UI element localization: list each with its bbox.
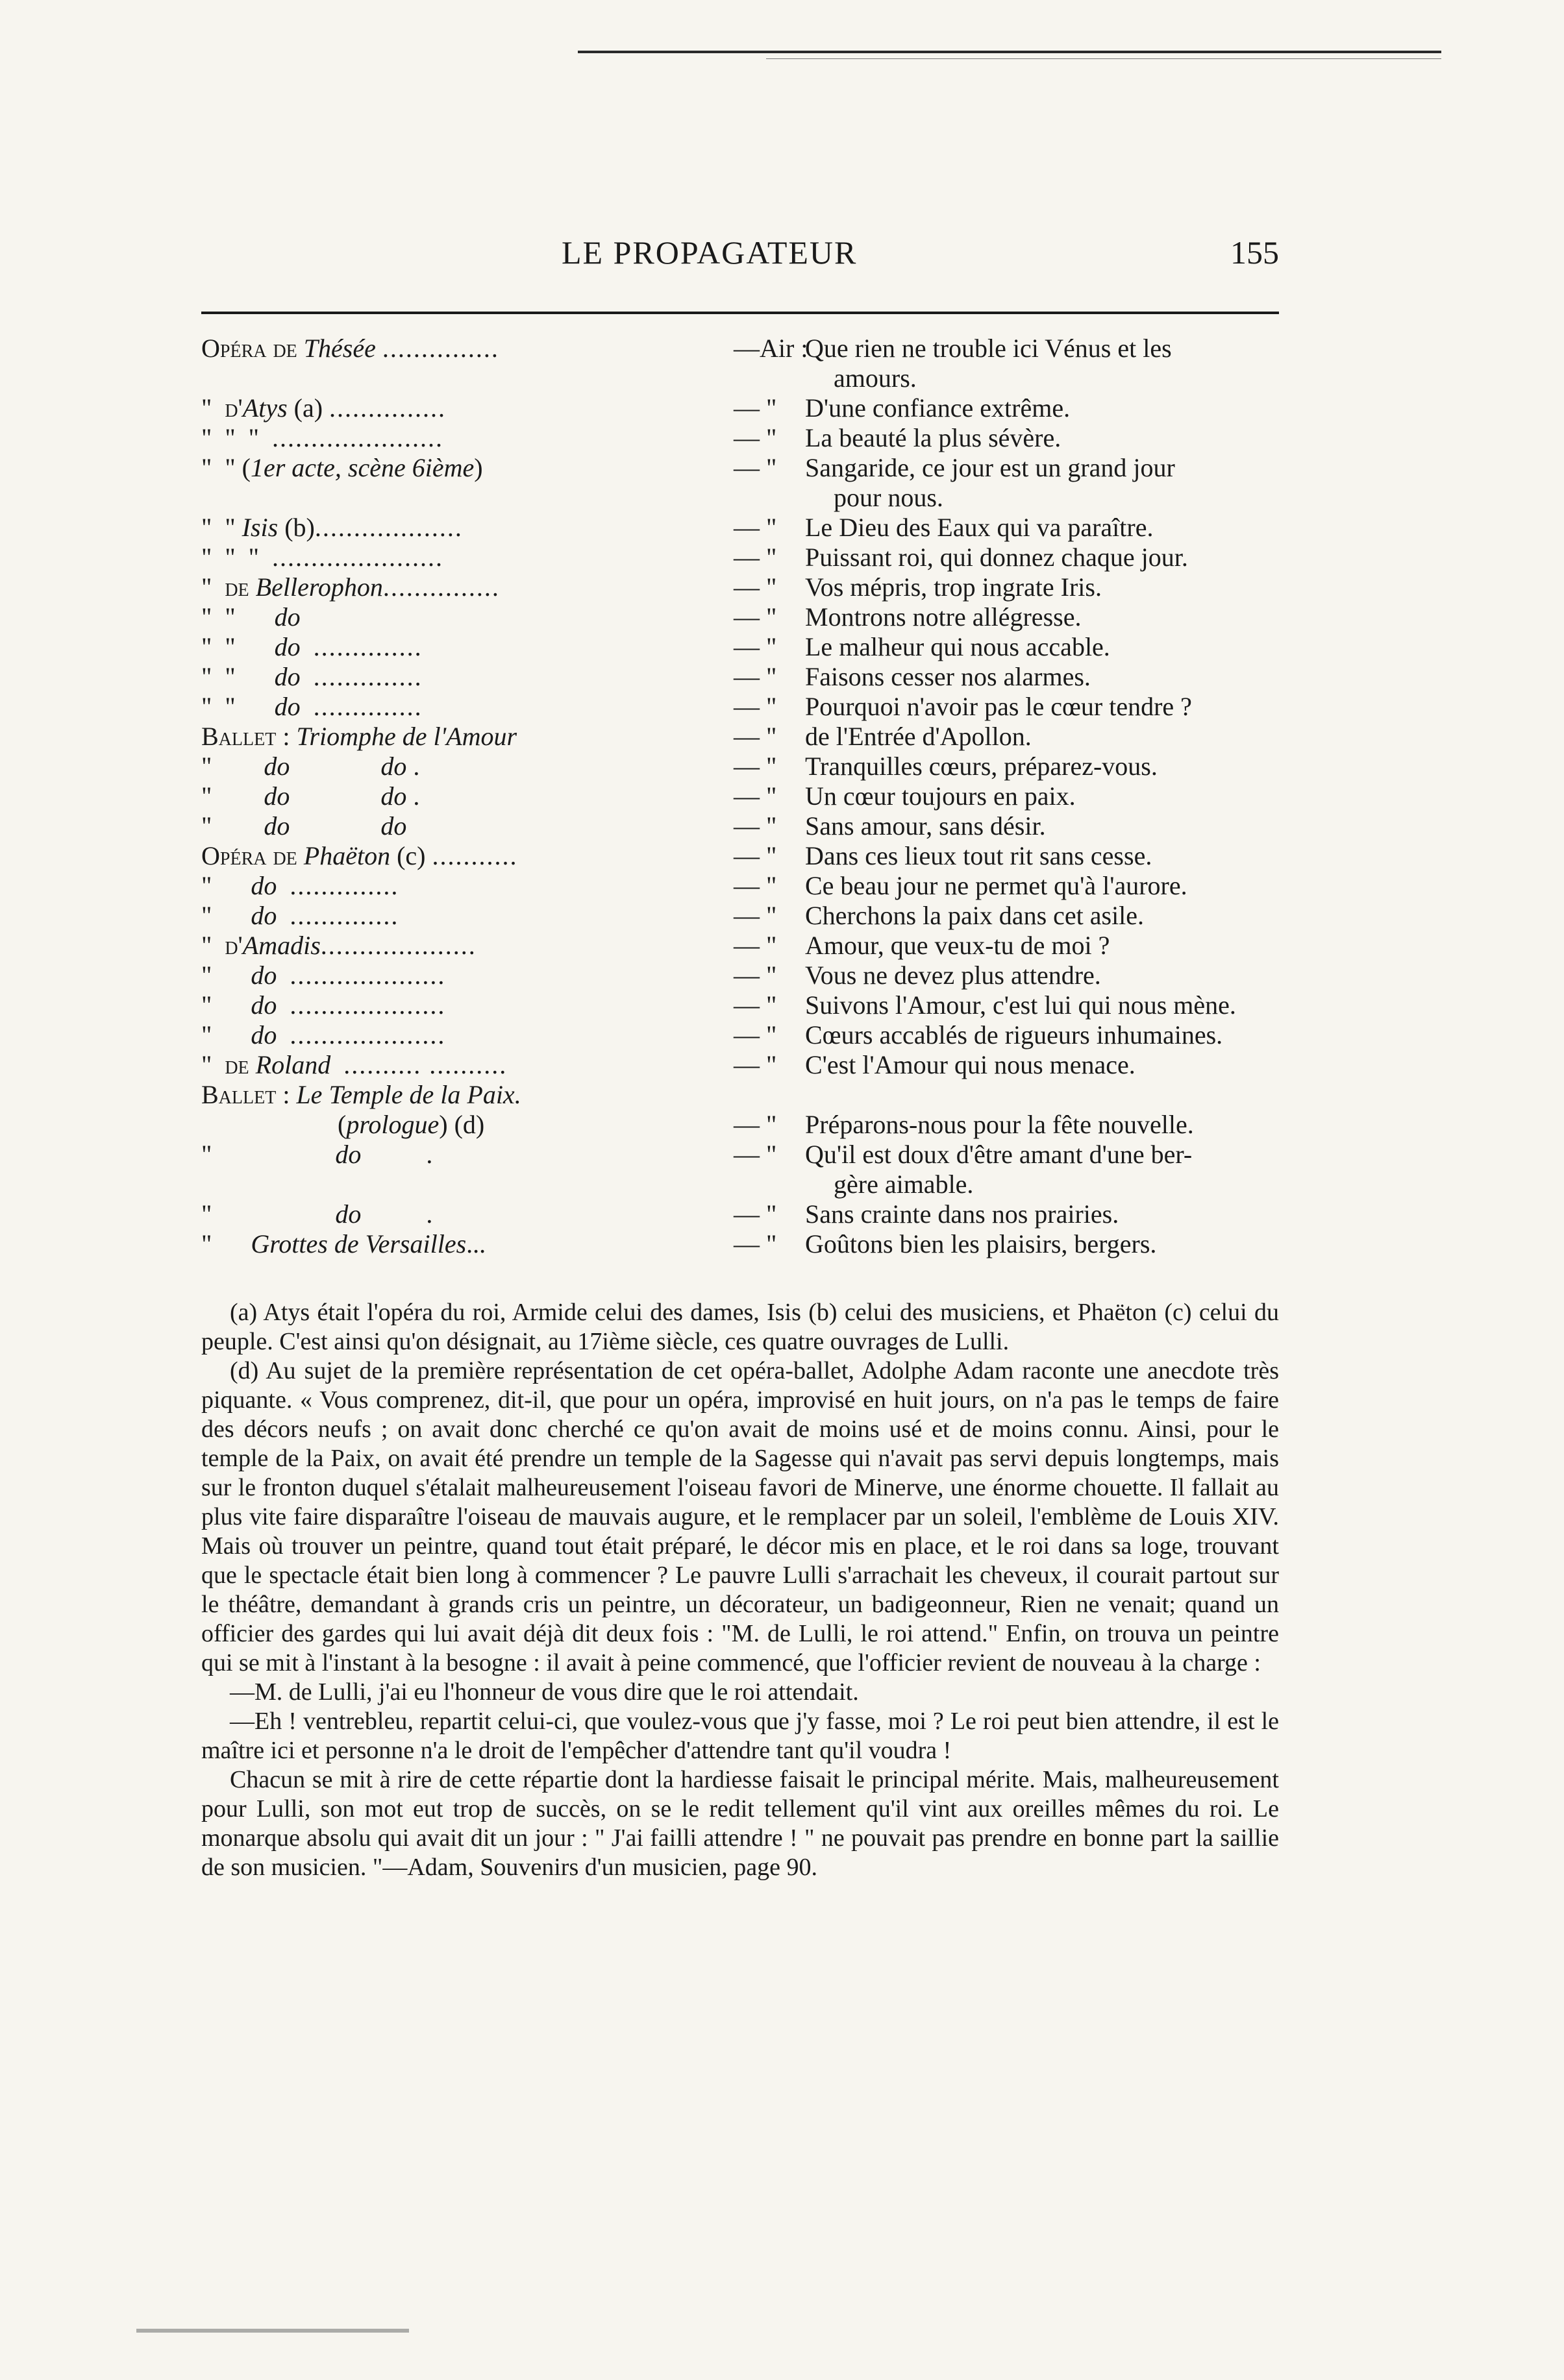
list-item	[201, 752, 1279, 781]
work-suffix	[277, 1020, 290, 1049]
work-title: do	[251, 901, 277, 930]
work-suffix	[301, 632, 314, 661]
work-title: Thésée	[303, 334, 376, 363]
work-prefix: Ballet :	[201, 722, 297, 751]
air-title-cell	[805, 423, 1279, 453]
list-item	[201, 722, 1279, 752]
air-title-cell	[805, 632, 1279, 662]
work-suffix	[376, 334, 382, 363]
list-item	[201, 1050, 1279, 1080]
work-title: do do	[264, 752, 407, 781]
footnote-paragraph: (a) Atys était l'opéra du roi, Armide celui des dames, Isis (b) celui des musiciens, et Phaëton (c) celui du peuple. C'est ainsi qu'on désignait, au 17ième siècle, ces quatre ouvrages de Lulli.	[201, 1299, 1279, 1355]
air-title-cell	[805, 931, 1279, 961]
air-title-cell	[805, 334, 1279, 393]
work-title: do	[251, 871, 277, 900]
work-title: Amadis	[242, 931, 321, 960]
work-suffix: (b)	[278, 513, 315, 542]
air-marker: — "	[734, 841, 777, 870]
list-item	[201, 453, 1279, 513]
work-prefix: " " (	[201, 453, 251, 482]
list-item	[201, 811, 1279, 841]
air-title: de l'Entrée d'Apollon.	[805, 722, 1032, 751]
work-cell	[201, 841, 734, 871]
leader-dots: ....................	[290, 990, 446, 1020]
work-title: do	[335, 1199, 362, 1229]
air-title-cell	[805, 1229, 1279, 1259]
air-title: D'une confiance extrême.	[805, 393, 1071, 423]
work-title: do	[251, 961, 277, 990]
leader-dots: ....................	[290, 961, 446, 990]
air-marker: — "	[734, 513, 777, 542]
work-cell	[201, 1050, 734, 1080]
work-prefix: " " "	[201, 423, 266, 452]
air-title: Vous ne devez plus attendre.	[805, 961, 1101, 990]
work-cell	[201, 752, 734, 781]
list-item	[201, 543, 1279, 572]
air-title: Dans ces lieux tout rit sans cesse.	[805, 841, 1152, 870]
air-title: Sans crainte dans nos prairies.	[805, 1199, 1119, 1229]
work-title: Triomphe de l'Amour	[296, 722, 517, 751]
air-marker: — "	[734, 602, 777, 632]
air-title: Puissant roi, qui donnez chaque jour.	[805, 543, 1188, 572]
leader-dots: ..............	[313, 662, 423, 691]
work-suffix: ...	[466, 1229, 486, 1258]
footnote-paragraph: —M. de Lulli, j'ai eu l'honneur de vous dire que le roi attendait.	[230, 1678, 859, 1706]
work-prefix: "	[201, 901, 251, 930]
work-prefix: " "	[201, 692, 275, 721]
leader-dots: ...................	[314, 513, 463, 542]
bottom-scan-mark	[136, 2329, 409, 2333]
list-item	[201, 662, 1279, 692]
work-suffix: (a)	[287, 393, 330, 423]
work-suffix	[330, 1050, 343, 1079]
air-title-cell	[805, 901, 1279, 931]
work-title: do do	[264, 811, 407, 840]
air-marker: — "	[734, 1140, 777, 1169]
air-title-continued: pour nous.	[834, 483, 943, 512]
list-item	[201, 692, 1279, 722]
list-item	[201, 781, 1279, 811]
work-title: do	[251, 990, 277, 1020]
work-title: Bellerophon	[255, 572, 383, 602]
work-cell	[201, 931, 734, 961]
air-title-cell	[805, 513, 1279, 543]
air-title-continued: amours.	[834, 363, 917, 393]
work-suffix	[277, 990, 290, 1020]
air-title: Sans amour, sans désir.	[805, 811, 1046, 840]
air-title-cell	[805, 752, 1279, 781]
work-cell	[201, 811, 734, 841]
air-marker: — "	[734, 781, 777, 811]
air-title-continued: gère aimable.	[834, 1170, 974, 1199]
running-title: LE PROPAGATEUR	[562, 234, 858, 271]
air-title: Qu'il est doux d'être amant d'une ber-	[805, 1140, 1193, 1169]
air-marker: — "	[734, 752, 777, 781]
work-prefix: "	[201, 1229, 251, 1258]
list-item	[201, 841, 1279, 871]
work-cell	[201, 871, 734, 901]
work-title: do	[274, 662, 301, 691]
work-prefix: "	[201, 871, 251, 900]
work-suffix: .	[406, 781, 420, 811]
work-cell	[201, 572, 734, 602]
leader-dots: ..............	[313, 632, 423, 661]
work-title: do	[251, 1020, 277, 1049]
work-prefix: "	[201, 752, 264, 781]
air-title: Tranquilles cœurs, préparez-vous.	[805, 752, 1158, 781]
list-item	[201, 602, 1279, 632]
work-suffix	[277, 901, 290, 930]
air-marker: — "	[734, 931, 777, 960]
footnote-paragraph: Chacun se mit à rire de cette répartie dont la hardiesse faisait le principal mérite. Mais, malheureusement pour Lulli, son mot eut trop de succès, on se le redit tellement qu'il vint aux oreilles mêmes du roi. Le monarque absolu qui avait dit un jour : " J'ai failli attendre ! " ne pouvait pas prendre en bonne part la saillie de son musicien. "—Adam, Souvenirs d'un musicien, page 90.	[201, 1766, 1279, 1881]
header-rule	[201, 312, 1279, 314]
list-item	[201, 513, 1279, 543]
work-cell	[201, 1229, 734, 1259]
air-title-cell	[805, 692, 1279, 722]
work-prefix: Opéra de	[201, 334, 304, 363]
air-title: Cherchons la paix dans cet asile.	[805, 901, 1145, 930]
leader-dots: ......................	[271, 423, 443, 452]
page-body	[201, 234, 1279, 1882]
work-cell	[201, 722, 734, 752]
air-title-cell	[805, 841, 1279, 871]
work-suffix	[301, 662, 314, 691]
work-title: do	[274, 602, 301, 632]
air-title: Sangaride, ce jour est un grand jour	[805, 453, 1175, 482]
work-prefix: "	[201, 781, 264, 811]
air-title: Préparons-nous pour la fête nouvelle.	[805, 1110, 1194, 1139]
work-cell	[201, 990, 734, 1020]
air-marker: — "	[734, 1199, 777, 1229]
air-title-cell	[805, 811, 1279, 841]
air-title: Le malheur qui nous accable.	[805, 632, 1110, 661]
work-prefix: " de	[201, 572, 256, 602]
air-marker: — "	[734, 811, 777, 840]
air-title-cell	[805, 871, 1279, 901]
air-title: Amour, que veux-tu de moi ?	[805, 931, 1110, 960]
leader-dots: ...............	[329, 393, 447, 423]
work-title: do	[274, 632, 301, 661]
air-marker: — "	[734, 722, 777, 751]
work-prefix: " " "	[201, 543, 266, 572]
work-cell	[201, 1020, 734, 1050]
air-title: Ce beau jour ne permet qu'à l'aurore.	[805, 871, 1187, 900]
air-marker: — "	[734, 423, 777, 452]
air-marker: — "	[734, 871, 777, 900]
work-suffix	[266, 543, 272, 572]
list-item	[201, 931, 1279, 961]
work-cell	[201, 543, 734, 572]
work-cell	[201, 1080, 734, 1110]
top-thin-rule	[766, 58, 1441, 59]
leader-dots: ......................	[271, 543, 443, 572]
list-item	[201, 1199, 1279, 1229]
work-prefix: Opéra de	[201, 841, 304, 870]
list-item	[201, 1229, 1279, 1259]
leader-dots: ..............	[290, 901, 399, 930]
leader-dots: ....................	[290, 1020, 446, 1049]
air-title: Un cœur toujours en paix.	[805, 781, 1076, 811]
air-title: C'est l'Amour qui nous menace.	[805, 1050, 1136, 1079]
list-item	[201, 334, 1279, 393]
work-cell	[201, 393, 734, 423]
work-title: Isis	[242, 513, 279, 542]
air-marker: — "	[734, 453, 777, 482]
air-title-cell	[805, 990, 1279, 1020]
air-title-cell	[805, 453, 1279, 513]
leader-dots: ..............	[290, 871, 399, 900]
air-title: La beauté la plus sévère.	[805, 423, 1061, 452]
air-title-cell	[805, 543, 1279, 572]
work-suffix	[301, 692, 314, 721]
air-title-cell	[805, 602, 1279, 632]
list-item	[201, 632, 1279, 662]
list-item	[201, 393, 1279, 423]
work-suffix	[277, 961, 290, 990]
work-prefix: " "	[201, 632, 275, 661]
air-marker: — "	[734, 990, 777, 1020]
air-title: Cœurs accablés de rigueurs inhumaines.	[805, 1020, 1223, 1049]
list-item	[201, 1110, 1279, 1140]
work-suffix: (c)	[390, 841, 432, 870]
top-decorative-rule	[578, 51, 1441, 53]
air-marker: —Air :	[734, 334, 808, 363]
leader-dots: .......... ..........	[343, 1050, 508, 1079]
leader-dots: ..............	[313, 692, 423, 721]
work-prefix: " d'	[201, 931, 243, 960]
running-head	[201, 234, 1279, 292]
work-title: Le Temple de la Paix.	[296, 1080, 521, 1109]
work-prefix: "	[201, 1199, 336, 1229]
air-marker: — "	[734, 543, 777, 572]
leader-dots: ...........	[432, 841, 518, 870]
work-cell	[201, 513, 734, 543]
air-title: Faisons cesser nos alarmes.	[805, 662, 1091, 691]
air-marker: — "	[734, 1110, 777, 1139]
air-marker: — "	[734, 1020, 777, 1049]
air-title: Montrons notre allégresse.	[805, 602, 1082, 632]
work-title: Roland	[255, 1050, 331, 1079]
work-title: Grottes de Versailles	[251, 1229, 467, 1258]
work-cell	[201, 961, 734, 990]
work-prefix: "	[201, 1140, 336, 1169]
work-cell	[201, 692, 734, 722]
airs-list	[201, 334, 1279, 1259]
air-title: Pourquoi n'avoir pas le cœur tendre ?	[805, 692, 1192, 721]
air-title-cell	[805, 662, 1279, 692]
work-cell	[201, 781, 734, 811]
work-prefix: "	[201, 990, 251, 1020]
air-title: Goûtons bien les plaisirs, bergers.	[805, 1229, 1157, 1258]
work-prefix: (	[201, 1110, 347, 1139]
air-title-cell	[805, 722, 1279, 752]
list-item	[201, 901, 1279, 931]
work-prefix: " d'	[201, 393, 243, 423]
work-title: 1er acte, scène 6ième	[250, 453, 475, 482]
work-title: do	[274, 692, 301, 721]
work-suffix: ) (d)	[439, 1110, 485, 1139]
air-title-cell	[805, 781, 1279, 811]
work-cell	[201, 453, 734, 483]
work-cell	[201, 1140, 734, 1170]
air-title-cell	[805, 1140, 1279, 1199]
air-title-cell	[805, 1050, 1279, 1080]
work-title: do do	[264, 781, 407, 811]
air-marker: — "	[734, 632, 777, 661]
work-title: Phaëton	[303, 841, 391, 870]
work-suffix	[277, 871, 290, 900]
air-title-cell	[805, 1110, 1279, 1140]
list-item	[201, 961, 1279, 990]
work-prefix: "	[201, 1020, 251, 1049]
work-prefix: Ballet :	[201, 1080, 297, 1109]
list-item	[201, 1140, 1279, 1199]
air-title-cell	[805, 961, 1279, 990]
footnote-paragraph: (d) Au sujet de la première représentation de cet opéra-ballet, Adolphe Adam raconte une anecdote très piquante. « Vous comprenez, dit-il, que pour un opéra, improvisé en huit jours, on n'a pas le temps de faire des décors neufs ; on avait donc cherché ce qu'on avait de moins usé et de moins connu. Ainsi, pour le temple de la Paix, on avait été prendre un temple de la Sagesse qui n'avait pas servi depuis longtemps, mais sur le fronton duquel s'étalait malheureusement l'oiseau favori de Minerve, une énorme chouette. Il fallait au plus vite faire disparaître l'oiseau de mauvais augure, et le remplacer par un soleil, l'emblème de Louis XIV. Mais où trouver un peintre, quand tout était préparé, le décor mis en place, et le roi dans sa loge, trouvant que le spectacle était bien long à commencer ? Le pauvre Lulli s'arrachait les cheveux, il courait partout sur le théâtre, demandant à grands cris un peintre, un décorateur, un badigeonneur, Rien ne venait; quand un officier des gardes qui lui avait déjà dit deux fois : "M. de Lulli, le roi attend." Enfin, on trouva un peintre qui se mit à l'instant à la besogne : il avait à peine commencé, que l'officier revient de nouveau à la charge :	[201, 1357, 1279, 1676]
list-item	[201, 1020, 1279, 1050]
leader-dots: ....................	[320, 931, 477, 960]
air-title: Vos mépris, trop ingrate Iris.	[805, 572, 1102, 602]
list-item	[201, 990, 1279, 1020]
work-title: prologue	[346, 1110, 440, 1139]
work-title: Atys	[242, 393, 288, 423]
work-suffix: .	[406, 752, 420, 781]
work-prefix: " "	[201, 662, 275, 691]
air-title: Suivons l'Amour, c'est lui qui nous mène.	[805, 990, 1236, 1020]
work-cell	[201, 423, 734, 453]
work-title: do	[335, 1140, 362, 1169]
air-title-cell	[805, 1020, 1279, 1050]
air-marker: — "	[734, 1229, 777, 1258]
air-title: Que rien ne trouble ici Vénus et les	[805, 334, 1172, 363]
work-suffix: )	[474, 453, 483, 482]
air-title: Le Dieu des Eaux qui va paraître.	[805, 513, 1154, 542]
air-title-cell	[805, 572, 1279, 602]
air-title-cell	[805, 393, 1279, 423]
work-cell	[201, 662, 734, 692]
list-item	[201, 1080, 1279, 1110]
leader-dots: ...............	[382, 334, 499, 363]
work-prefix: " de	[201, 1050, 256, 1079]
work-suffix: .	[361, 1199, 433, 1229]
leader-dots: ...............	[382, 572, 500, 602]
list-item	[201, 423, 1279, 453]
air-marker: — "	[734, 961, 777, 990]
list-item	[201, 572, 1279, 602]
air-marker: — "	[734, 901, 777, 930]
work-suffix	[266, 423, 272, 452]
work-prefix: " "	[201, 513, 242, 542]
work-prefix: "	[201, 961, 251, 990]
footnotes	[201, 1298, 1279, 1882]
work-prefix: " "	[201, 602, 275, 632]
footnote-paragraph: —Eh ! ventrebleu, repartit celui-ci, que voulez-vous que j'y fasse, moi ? Le roi peut bien attendre, il est le maître ici et personne n'a le droit de l'empêcher d'attendre tant qu'il voudra !	[201, 1708, 1279, 1764]
air-marker: — "	[734, 572, 777, 602]
work-cell	[201, 632, 734, 662]
air-marker: — "	[734, 662, 777, 691]
page-number: 155	[1230, 234, 1279, 271]
work-prefix: "	[201, 811, 264, 840]
work-cell	[201, 1199, 734, 1229]
air-marker: — "	[734, 692, 777, 721]
air-title-cell	[805, 1199, 1279, 1229]
list-item	[201, 871, 1279, 901]
work-cell	[201, 1110, 734, 1140]
air-marker: — "	[734, 1050, 777, 1079]
work-suffix: .	[361, 1140, 433, 1169]
work-cell	[201, 334, 734, 363]
work-cell	[201, 602, 734, 632]
work-cell	[201, 901, 734, 931]
air-marker: — "	[734, 393, 777, 423]
